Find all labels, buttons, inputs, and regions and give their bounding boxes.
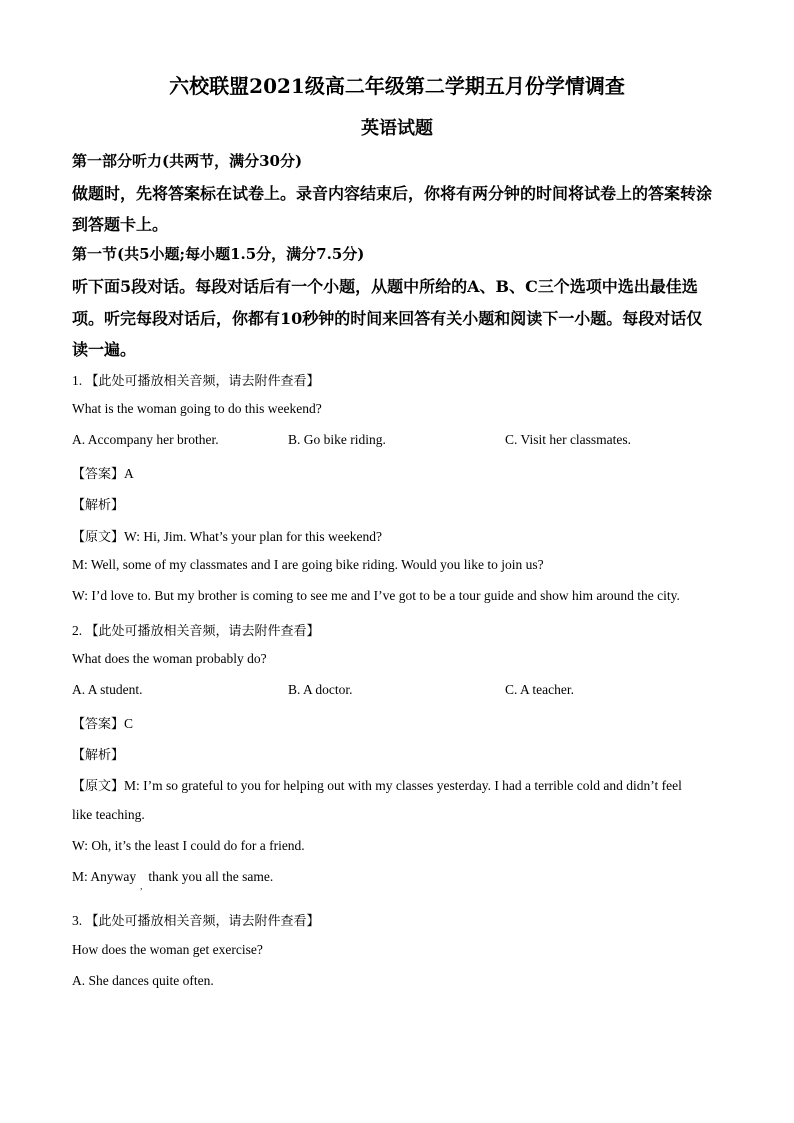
q2-option-c: C. A teacher. bbox=[505, 682, 574, 697]
q2-audio-line bbox=[72, 620, 320, 639]
q1-transcript-label: 【原文】 bbox=[72, 530, 125, 545]
q2-answer-value: C bbox=[124, 716, 134, 731]
q2-transcript-1 bbox=[72, 775, 682, 794]
q1-answer-value: A bbox=[124, 466, 134, 481]
section1-instruction-line1: 听下面5段对话。每段对话后有一个小题，从题中所给的A、B、C三个选项中选出最佳选 bbox=[72, 277, 698, 296]
q2-option-a: A. A student. bbox=[72, 682, 143, 697]
q1-option-b: B. Go bike riding. bbox=[288, 432, 386, 447]
q1-answer-label: 【答案】 bbox=[72, 467, 125, 482]
q1-transcript-3: W: I’d love to. But my brother is coming to see me and I’ve got to be a tour guide and show him around the city. bbox=[72, 588, 680, 603]
section1-instruction-line3: 读一遍。 bbox=[72, 340, 137, 359]
q2-answer bbox=[72, 713, 133, 732]
q2-answer-label: 【答案】 bbox=[72, 717, 125, 732]
q1-analysis-label: 【解析】 bbox=[72, 498, 125, 513]
page-subtitle: 英语试题 bbox=[361, 118, 433, 139]
q3-audio-line bbox=[72, 910, 320, 929]
q2-analysis-label: 【解析】 bbox=[72, 748, 125, 763]
q2-transcript-label: 【原文】 bbox=[72, 779, 125, 794]
part1-heading: 第一部分听力(共两节，满分30分) bbox=[72, 152, 303, 170]
q3-question: How does the woman get exercise? bbox=[72, 942, 263, 957]
q1-answer bbox=[72, 463, 134, 482]
q2-question: What does the woman probably do? bbox=[72, 651, 267, 666]
q1-transcript-1-text: W: Hi, Jim. What’s your plan for this weekend? bbox=[124, 529, 382, 544]
part1-instruction-line1: 做题时，先将答案标在试卷上。录音内容结束后，你将有两分钟的时间将试卷上的答案转涂 bbox=[72, 184, 713, 203]
q2-transcript-2: W: Oh, it’s the least I could do for a friend. bbox=[72, 838, 305, 853]
q2-transcript-3 bbox=[72, 869, 274, 891]
q1-audio-line bbox=[72, 370, 320, 389]
q1-transcript-1 bbox=[72, 526, 382, 545]
q2-transcript-3-mark: , bbox=[140, 881, 143, 891]
q1-transcript-2: M: Well, some of my classmates and I are going bike riding. Would you like to join us? bbox=[72, 557, 544, 572]
q2-transcript-1a-text: M: I’m so grateful to you for helping out with my classes yesterday. I had a terrible cold and didn’t feel bbox=[124, 778, 682, 793]
q2-number: 2. bbox=[72, 623, 83, 638]
q1-audio-link[interactable]: 【此处可播放相关音频，请去附件查看】 bbox=[85, 374, 320, 389]
part1-instruction-line2: 到答题卡上。 bbox=[72, 215, 169, 234]
q3-option-a: A. She dances quite often. bbox=[72, 973, 214, 988]
q1-question: What is the woman going to do this weekend? bbox=[72, 401, 322, 416]
q2-audio-link[interactable]: 【此处可播放相关音频，请去附件查看】 bbox=[85, 624, 320, 639]
page-title: 六校联盟2021级高二年级第二学期五月份学情调查 bbox=[169, 74, 625, 98]
q3-audio-link[interactable]: 【此处可播放相关音频，请去附件查看】 bbox=[85, 914, 320, 929]
q3-number: 3. bbox=[72, 913, 83, 928]
q2-transcript-3-rest: thank you all the same. bbox=[148, 869, 274, 884]
q1-number: 1. bbox=[72, 373, 83, 388]
q1-option-c: C. Visit her classmates. bbox=[505, 432, 632, 447]
section1-instruction-line2: 项。听完每段对话后，你都有10秒钟的时间来回答有关小题和阅读下一小题。每段对话仅 bbox=[72, 309, 703, 328]
q2-transcript-1b: like teaching. bbox=[72, 807, 145, 822]
q2-option-b: B. A doctor. bbox=[288, 682, 353, 697]
q2-transcript-3-start: M: Anyway bbox=[72, 869, 137, 884]
section1-heading: 第一节(共5小题;每小题1.5分，满分7.5分) bbox=[72, 245, 365, 263]
q1-option-a: A. Accompany her brother. bbox=[72, 432, 219, 447]
